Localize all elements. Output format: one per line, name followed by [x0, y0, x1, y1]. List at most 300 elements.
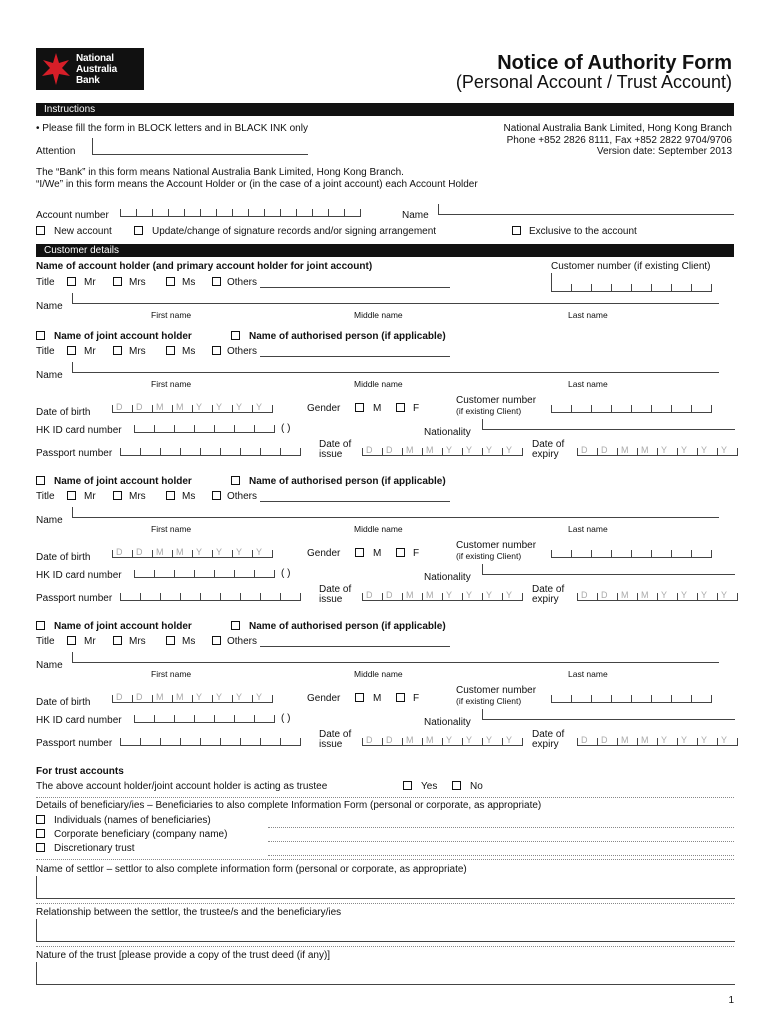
primary-mrs-label: Mrs [129, 277, 146, 288]
digit-cell[interactable]: Y [192, 405, 212, 413]
joint2-issue-date-field[interactable] [362, 590, 523, 601]
joint2-hkid-label: HK ID card number [36, 570, 122, 581]
joint2-authorised-checkbox[interactable] [231, 476, 240, 485]
digit-cell[interactable]: Y [657, 448, 677, 456]
digit-cell[interactable] [344, 209, 360, 217]
relationship-field[interactable] [36, 919, 735, 942]
joint1-ms-label: Ms [182, 346, 196, 357]
digit-cell[interactable] [180, 738, 200, 746]
digit-cell[interactable] [154, 715, 174, 723]
digit-cell[interactable]: Y [697, 593, 717, 601]
digit-cell[interactable] [194, 425, 214, 433]
definition-iwe: “I/We” in this form means the Account Holder or (in the case of a joint account) each Account Holder [36, 179, 478, 190]
digit-cell[interactable] [160, 593, 180, 601]
digit-cell[interactable] [136, 209, 152, 217]
digit-cell[interactable]: D [382, 593, 402, 601]
digit-cell[interactable]: Y [192, 550, 212, 558]
digit-cell[interactable] [194, 715, 214, 723]
joint1-issue-date-field[interactable] [362, 445, 523, 456]
digit-cell[interactable] [571, 695, 591, 703]
digit-cell[interactable] [140, 448, 160, 456]
digit-cell[interactable]: Y [252, 405, 272, 413]
digit-cell[interactable]: D [597, 448, 617, 456]
digit-cell[interactable] [154, 425, 174, 433]
primary-mr-checkbox[interactable] [67, 277, 76, 286]
digit-cell[interactable]: Y [697, 738, 717, 746]
primary-name-label: Name [36, 301, 63, 312]
joint3-mrs-label: Mrs [129, 636, 146, 647]
primary-ms-label: Ms [182, 277, 196, 288]
joint3-dob-field[interactable] [112, 692, 273, 703]
joint1-nationality-label: Nationality [424, 427, 471, 438]
digit-cell[interactable]: M [422, 738, 442, 746]
digit-cell[interactable]: Y [482, 448, 502, 456]
joint3-middle-name-caption: Middle name [354, 669, 403, 679]
digit-cell[interactable]: M [637, 738, 657, 746]
digit-cell[interactable]: D [577, 738, 597, 746]
joint1-expiry-date-field[interactable] [577, 445, 738, 456]
digit-cell[interactable] [651, 550, 671, 558]
joint3-authorised-checkbox[interactable] [231, 621, 240, 630]
beneficiary-line-3[interactable] [268, 854, 734, 856]
corporate-checkbox[interactable] [36, 829, 45, 838]
digit-cell[interactable]: D [112, 405, 132, 413]
digit-cell[interactable] [551, 405, 571, 413]
digit-cell[interactable] [631, 284, 651, 292]
primary-mr-label: Mr [84, 277, 96, 288]
digit-cell[interactable] [220, 738, 240, 746]
digit-cell[interactable] [152, 209, 168, 217]
digit-cell[interactable] [551, 550, 571, 558]
digit-cell[interactable] [248, 209, 264, 217]
joint2-title-label: Title [36, 491, 55, 502]
joint1-gender-f-label: F [413, 403, 420, 414]
digit-cell[interactable]: M [617, 593, 637, 601]
digit-cell[interactable]: M [617, 448, 637, 456]
joint2-gender-f-checkbox[interactable] [396, 548, 405, 557]
digit-cell[interactable]: M [152, 405, 172, 413]
digit-cell[interactable] [551, 284, 571, 292]
digit-cell[interactable] [691, 695, 711, 703]
primary-last-name-caption: Last name [568, 310, 608, 320]
logo-text: National Australia Bank [76, 53, 117, 86]
digit-cell[interactable] [240, 448, 260, 456]
joint1-customer-number-field[interactable] [551, 405, 712, 413]
joint3-hkid-field[interactable] [134, 715, 275, 723]
digit-cell[interactable]: D [362, 448, 382, 456]
digit-cell[interactable]: M [617, 738, 637, 746]
digit-cell[interactable] [120, 448, 140, 456]
digit-cell[interactable] [611, 405, 631, 413]
joint1-ms-checkbox[interactable] [166, 346, 175, 355]
discretionary-label: Discretionary trust [54, 843, 135, 854]
joint3-name-field[interactable] [72, 652, 719, 663]
joint1-passport-field[interactable] [120, 448, 301, 456]
digit-cell[interactable] [214, 570, 234, 578]
primary-customer-number-field[interactable] [551, 284, 712, 292]
digit-cell[interactable]: Y [442, 593, 462, 601]
joint2-holder-label: Name of joint account holder [54, 476, 192, 487]
digit-cell[interactable]: D [362, 738, 382, 746]
digit-cell[interactable] [194, 570, 214, 578]
digit-cell[interactable] [571, 284, 591, 292]
relationship-label: Relationship between the settlor, the trustee/s and the beneficiary/ies [36, 907, 342, 918]
joint3-gender-label: Gender [307, 693, 341, 704]
digit-cell[interactable]: Y [677, 738, 697, 746]
digit-cell[interactable]: Y [502, 593, 522, 601]
digit-cell[interactable]: D [577, 448, 597, 456]
digit-cell[interactable]: Y [462, 593, 482, 601]
digit-cell[interactable]: D [382, 448, 402, 456]
joint1-name-label: Name [36, 370, 63, 381]
joint1-hkid-check-digit: ( ) [281, 423, 291, 434]
joint2-expiry-date-field[interactable] [577, 590, 738, 601]
digit-cell[interactable]: M [637, 593, 657, 601]
joint1-gender-m-checkbox[interactable] [355, 403, 364, 412]
digit-cell[interactable]: Y [252, 550, 272, 558]
joint1-issue-label: issue [319, 449, 343, 460]
update-checkbox[interactable] [134, 226, 143, 235]
digit-cell[interactable] [296, 209, 312, 217]
digit-cell[interactable] [260, 738, 280, 746]
individuals-checkbox[interactable] [36, 815, 45, 824]
joint1-name-field[interactable] [72, 362, 719, 373]
joint3-mrs-checkbox[interactable] [113, 636, 122, 645]
beneficiary-line-1[interactable] [268, 826, 734, 828]
joint2-gender-label: Gender [307, 548, 341, 559]
digit-cell[interactable]: Y [212, 405, 232, 413]
digit-cell[interactable]: D [362, 593, 382, 601]
joint3-mr-checkbox[interactable] [67, 636, 76, 645]
digit-cell[interactable]: M [422, 448, 442, 456]
digit-cell[interactable] [631, 695, 651, 703]
digit-cell[interactable] [280, 738, 300, 746]
digit-cell[interactable]: D [597, 738, 617, 746]
digit-cell[interactable]: Y [657, 593, 677, 601]
discretionary-checkbox[interactable] [36, 843, 45, 852]
digit-cell[interactable]: Y [482, 593, 502, 601]
digit-cell[interactable] [154, 570, 174, 578]
digit-cell[interactable]: Y [232, 405, 252, 413]
digit-cell[interactable]: Y [717, 593, 737, 601]
digit-cell[interactable] [280, 209, 296, 217]
digit-cell[interactable]: Y [252, 695, 272, 703]
divider [36, 858, 734, 860]
digit-cell[interactable] [691, 550, 711, 558]
digit-cell[interactable] [180, 448, 200, 456]
joint2-issue-label: issue [319, 594, 343, 605]
digit-cell[interactable] [328, 209, 344, 217]
digit-cell[interactable] [180, 593, 200, 601]
digit-cell[interactable] [631, 550, 651, 558]
joint2-others-field[interactable] [260, 491, 450, 502]
digit-cell[interactable]: M [402, 738, 422, 746]
primary-others-checkbox[interactable] [212, 277, 221, 286]
digit-cell[interactable] [140, 593, 160, 601]
digit-cell[interactable]: D [112, 695, 132, 703]
joint3-ms-label: Ms [182, 636, 196, 647]
trustee-no-checkbox[interactable] [452, 781, 461, 790]
digit-cell[interactable] [120, 209, 136, 217]
joint3-name-label: Name [36, 660, 63, 671]
digit-cell[interactable] [591, 284, 611, 292]
digit-cell[interactable]: M [422, 593, 442, 601]
joint3-issue-date-field[interactable] [362, 735, 523, 746]
joint3-title-label: Title [36, 636, 55, 647]
digit-cell[interactable]: Y [232, 695, 252, 703]
joint2-gender-m-checkbox[interactable] [355, 548, 364, 557]
joint2-others-checkbox[interactable] [212, 491, 221, 500]
joint3-hkid-label: HK ID card number [36, 715, 122, 726]
joint1-expiry-date-label: Date of [532, 439, 565, 450]
digit-cell[interactable]: D [112, 550, 132, 558]
digit-cell[interactable]: Y [442, 738, 462, 746]
primary-others-field[interactable] [260, 277, 450, 288]
digit-cell[interactable] [174, 715, 194, 723]
joint3-gender-f-checkbox[interactable] [396, 693, 405, 702]
attention-field[interactable] [92, 144, 308, 155]
digit-cell[interactable] [254, 425, 274, 433]
name-label: Name [402, 210, 429, 221]
joint2-mr-checkbox[interactable] [67, 491, 76, 500]
primary-ms-checkbox[interactable] [166, 277, 175, 286]
digit-cell[interactable] [240, 593, 260, 601]
digit-cell[interactable]: M [402, 593, 422, 601]
digit-cell[interactable]: M [152, 695, 172, 703]
digit-cell[interactable] [551, 695, 571, 703]
digit-cell[interactable] [260, 593, 280, 601]
joint3-expiry-date-field[interactable] [577, 735, 738, 746]
joint3-passport-field[interactable] [120, 738, 301, 746]
trustee-no-label: No [470, 781, 483, 792]
joint2-others-label: Others [227, 491, 258, 502]
digit-cell[interactable] [691, 405, 711, 413]
digit-cell[interactable]: D [132, 695, 152, 703]
digit-cell[interactable]: Y [232, 550, 252, 558]
digit-cell[interactable] [134, 570, 154, 578]
joint3-ms-checkbox[interactable] [166, 636, 175, 645]
digit-cell[interactable] [254, 715, 274, 723]
joint1-hkid-field[interactable] [134, 425, 275, 433]
digit-cell[interactable] [240, 738, 260, 746]
digit-cell[interactable] [254, 570, 274, 578]
beneficiary-heading: Details of beneficiary/ies – Beneficiaries to also complete Information Form (personal or corporate, as appropriate) [36, 800, 542, 811]
digit-cell[interactable] [168, 209, 184, 217]
joint1-dob-field[interactable] [112, 402, 273, 413]
joint2-customer-number-field[interactable] [551, 550, 712, 558]
joint2-last-name-caption: Last name [568, 524, 608, 534]
digit-cell[interactable] [200, 448, 220, 456]
digit-cell[interactable] [651, 284, 671, 292]
digit-cell[interactable]: Y [482, 738, 502, 746]
joint1-customer-number-label: Customer number [456, 395, 537, 406]
primary-mrs-checkbox[interactable] [113, 277, 122, 286]
digit-cell[interactable] [591, 695, 611, 703]
digit-cell[interactable]: Y [442, 448, 462, 456]
digit-cell[interactable] [264, 209, 280, 217]
joint1-mr-label: Mr [84, 346, 96, 357]
digit-cell[interactable]: D [577, 593, 597, 601]
digit-cell[interactable] [651, 695, 671, 703]
joint1-others-field[interactable] [260, 346, 450, 357]
digit-cell[interactable] [571, 405, 591, 413]
digit-cell[interactable]: Y [717, 448, 737, 456]
joint1-mrs-checkbox[interactable] [113, 346, 122, 355]
joint2-if-existing-caption: (if existing Client) [456, 551, 522, 561]
digit-cell[interactable]: D [382, 738, 402, 746]
digit-cell[interactable] [671, 550, 691, 558]
joint1-others-label: Others [227, 346, 258, 357]
digit-cell[interactable] [280, 448, 300, 456]
digit-cell[interactable]: Y [212, 695, 232, 703]
joint3-holder-checkbox[interactable] [36, 621, 45, 630]
digit-cell[interactable] [671, 695, 691, 703]
digit-cell[interactable]: Y [657, 738, 677, 746]
digit-cell[interactable]: Y [677, 593, 697, 601]
joint1-mr-checkbox[interactable] [67, 346, 76, 355]
digit-cell[interactable]: D [132, 405, 152, 413]
digit-cell[interactable]: M [152, 550, 172, 558]
digit-cell[interactable] [214, 425, 234, 433]
digit-cell[interactable]: D [597, 593, 617, 601]
joint2-ms-label: Ms [182, 491, 196, 502]
digit-cell[interactable] [234, 715, 254, 723]
digit-cell[interactable] [611, 695, 631, 703]
joint3-others-checkbox[interactable] [212, 636, 221, 645]
digit-cell[interactable]: Y [717, 738, 737, 746]
digit-cell[interactable] [611, 284, 631, 292]
digit-cell[interactable] [174, 570, 194, 578]
instructions-bullet: • Please fill the form in BLOCK letters and in BLACK INK only [36, 123, 308, 134]
new-account-checkbox[interactable] [36, 226, 45, 235]
joint2-passport-field[interactable] [120, 593, 301, 601]
nature-field[interactable] [36, 962, 735, 985]
joint1-holder-checkbox[interactable] [36, 331, 45, 340]
joint3-others-field[interactable] [260, 636, 450, 647]
joint3-customer-number-field[interactable] [551, 695, 712, 703]
digit-cell[interactable] [134, 715, 154, 723]
digit-cell[interactable]: M [637, 448, 657, 456]
digit-cell[interactable] [214, 715, 234, 723]
joint1-nationality-field[interactable] [482, 419, 735, 430]
digit-cell[interactable]: M [172, 550, 192, 558]
digit-cell[interactable]: Y [192, 695, 212, 703]
joint1-gender-f-checkbox[interactable] [396, 403, 405, 412]
nab-logo [36, 48, 144, 90]
digit-cell[interactable] [671, 284, 691, 292]
joint3-customer-number-label: Customer number [456, 685, 537, 696]
joint2-holder-checkbox[interactable] [36, 476, 45, 485]
individuals-label: Individuals (names of beneficiaries) [54, 815, 211, 826]
digit-cell[interactable] [134, 425, 154, 433]
digit-cell[interactable]: Y [462, 738, 482, 746]
joint2-issue-date-label: Date of [319, 584, 352, 595]
digit-cell[interactable] [220, 448, 240, 456]
account-name-field[interactable] [438, 204, 734, 215]
digit-cell[interactable] [200, 593, 220, 601]
primary-middle-name-caption: Middle name [354, 310, 403, 320]
digit-cell[interactable] [140, 738, 160, 746]
digit-cell[interactable] [200, 738, 220, 746]
digit-cell[interactable] [631, 405, 651, 413]
digit-cell[interactable]: Y [697, 448, 717, 456]
digit-cell[interactable] [216, 209, 232, 217]
settlor-label: Name of settlor – settlor to also complete information form (personal or corporate, as appropriate) [36, 864, 467, 875]
settlor-field[interactable] [36, 876, 735, 899]
exclusive-checkbox[interactable] [512, 226, 521, 235]
joint2-dob-label: Date of birth [36, 552, 91, 563]
digit-cell[interactable]: Y [502, 448, 522, 456]
account-number-field[interactable] [120, 209, 361, 217]
digit-cell[interactable] [611, 550, 631, 558]
digit-cell[interactable]: Y [212, 550, 232, 558]
joint2-customer-number-label: Customer number [456, 540, 537, 551]
digit-cell[interactable] [120, 593, 140, 601]
digit-cell[interactable] [591, 550, 611, 558]
primary-holder-heading: Name of account holder (and primary account holder for joint account) [36, 261, 373, 272]
digit-cell[interactable]: Y [677, 448, 697, 456]
joint3-first-name-caption: First name [151, 669, 192, 679]
digit-cell[interactable] [234, 425, 254, 433]
joint2-hkid-check-digit: ( ) [281, 568, 291, 579]
trustee-yes-checkbox[interactable] [403, 781, 412, 790]
digit-cell[interactable] [200, 209, 216, 217]
digit-cell[interactable] [174, 425, 194, 433]
digit-cell[interactable] [591, 405, 611, 413]
digit-cell[interactable]: M [172, 695, 192, 703]
joint2-dob-field[interactable] [112, 547, 273, 558]
digit-cell[interactable] [160, 448, 180, 456]
joint2-name-field[interactable] [72, 507, 719, 518]
bank-name: National Australia Bank Limited, Hong Kong Branch [503, 123, 732, 134]
joint2-mrs-checkbox[interactable] [113, 491, 122, 500]
primary-name-field[interactable] [72, 293, 719, 304]
digit-cell[interactable] [160, 738, 180, 746]
digit-cell[interactable] [671, 405, 691, 413]
digit-cell[interactable] [691, 284, 711, 292]
digit-cell[interactable] [571, 550, 591, 558]
digit-cell[interactable] [184, 209, 200, 217]
digit-cell[interactable]: D [132, 550, 152, 558]
digit-cell[interactable] [120, 738, 140, 746]
divider [36, 902, 734, 904]
digit-cell[interactable] [280, 593, 300, 601]
joint1-authorised-checkbox[interactable] [231, 331, 240, 340]
digit-cell[interactable]: Y [502, 738, 522, 746]
digit-cell[interactable] [260, 448, 280, 456]
joint3-gender-m-checkbox[interactable] [355, 693, 364, 702]
digit-cell[interactable]: M [402, 448, 422, 456]
digit-cell[interactable] [220, 593, 240, 601]
joint2-hkid-field[interactable] [134, 570, 275, 578]
joint2-nationality-field[interactable] [482, 564, 735, 575]
digit-cell[interactable]: Y [462, 448, 482, 456]
joint3-nationality-field[interactable] [482, 709, 735, 720]
digit-cell[interactable] [234, 570, 254, 578]
digit-cell[interactable] [651, 405, 671, 413]
digit-cell[interactable] [312, 209, 328, 217]
joint1-others-checkbox[interactable] [212, 346, 221, 355]
digit-cell[interactable] [232, 209, 248, 217]
star-icon [41, 52, 71, 86]
beneficiary-line-2[interactable] [268, 840, 734, 842]
joint3-mr-label: Mr [84, 636, 96, 647]
update-label: Update/change of signature records and/or signing arrangement [152, 226, 437, 237]
primary-others-label: Others [227, 277, 258, 288]
page-number: 1 [728, 995, 734, 1006]
digit-cell[interactable]: M [172, 405, 192, 413]
joint2-ms-checkbox[interactable] [166, 491, 175, 500]
